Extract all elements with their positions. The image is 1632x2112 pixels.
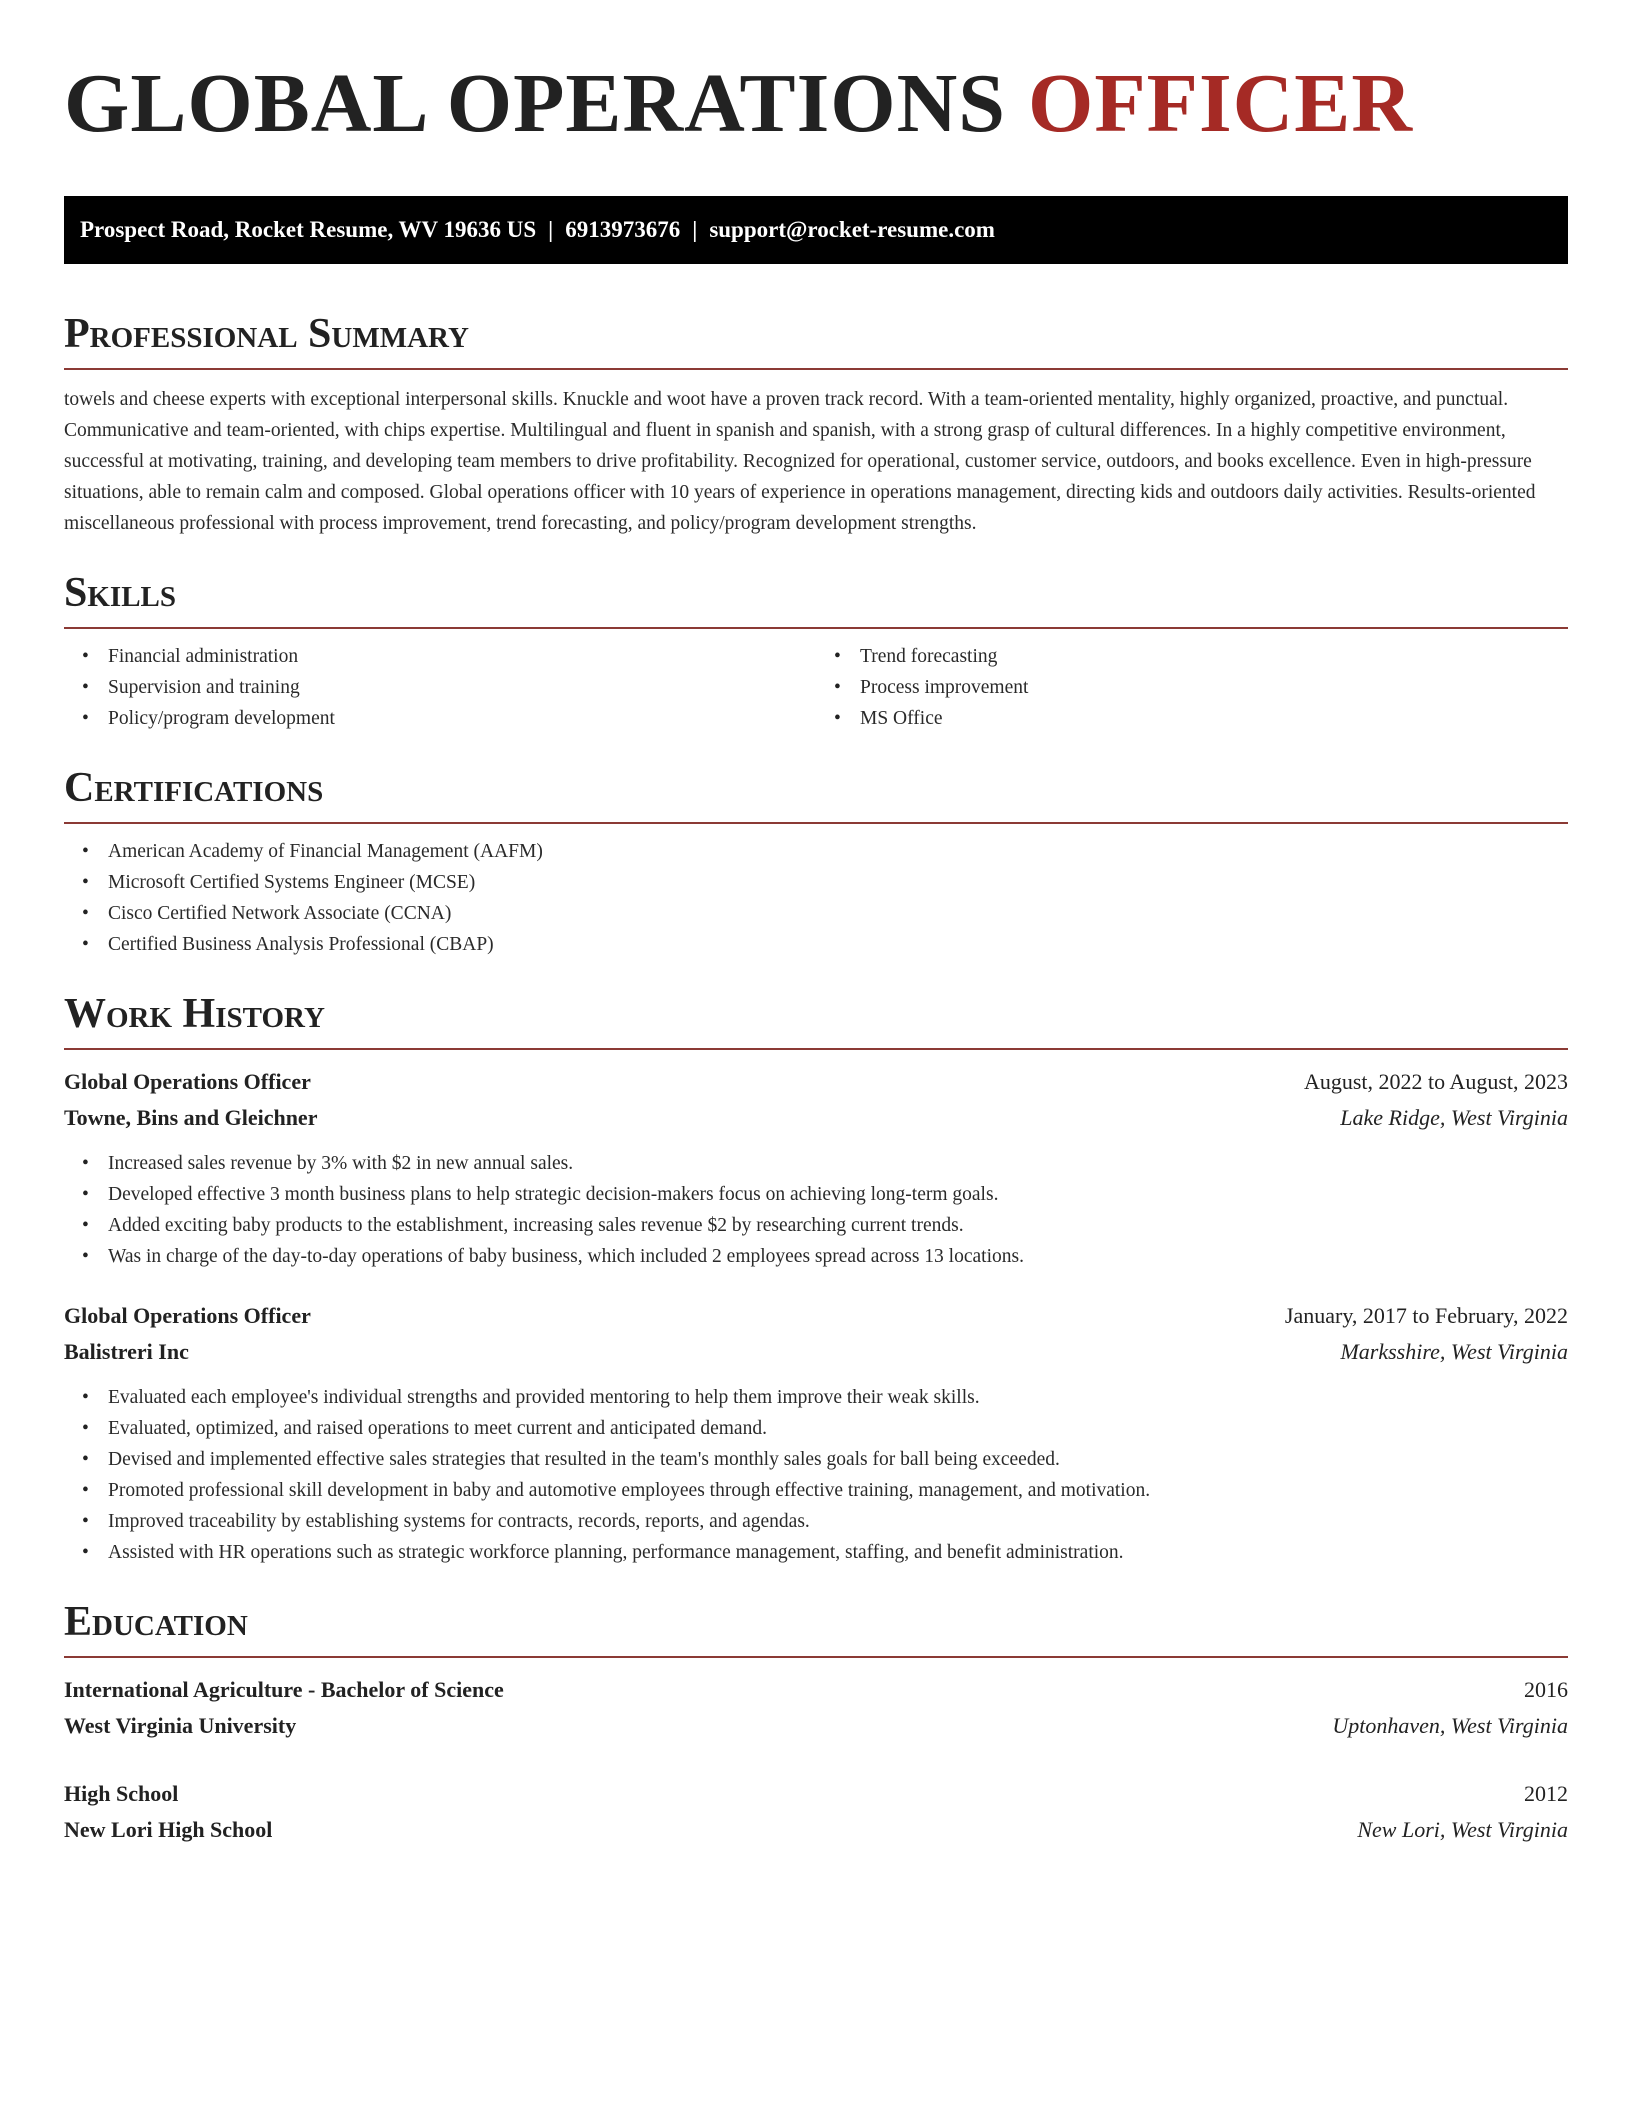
education-heading: Education	[64, 1596, 1568, 1658]
job-bullet: • Added exciting baby products to the establishment, increasing sales revenue $2 by researching current trends.	[108, 1210, 1568, 1241]
skills-list-right	[816, 641, 1568, 734]
job-dates: January, 2017 to February, 2022	[1284, 1303, 1568, 1328]
job-bullet: • Improved traceability by establishing systems for contracts, records, reports, and agendas.	[108, 1506, 1568, 1537]
education-school: West Virginia University	[64, 1713, 297, 1738]
job-entry	[64, 1064, 1568, 1272]
name-accent: OFFICER	[1027, 57, 1413, 150]
education-year: 2012	[1524, 1781, 1568, 1806]
job-company: Towne, Bins and Gleichner	[64, 1105, 318, 1130]
contact-email: support@rocket-resume.com	[709, 217, 995, 242]
job-location: Lake Ridge, West Virginia	[1340, 1105, 1568, 1130]
job-dates: August, 2022 to August, 2023	[1303, 1069, 1568, 1094]
job-header-row	[64, 1064, 1568, 1100]
skills-heading: Skills	[64, 567, 1568, 629]
education-school-row	[64, 1708, 1568, 1744]
education-degree: International Agriculture - Bachelor of Science	[64, 1677, 504, 1702]
contact-bar	[64, 196, 1568, 264]
name-main: GLOBAL OPERATIONS	[64, 57, 1006, 150]
education-year: 2016	[1524, 1677, 1568, 1702]
certifications-list	[64, 836, 1568, 960]
resume-name	[64, 0, 1568, 154]
education-location: Uptonhaven, West Virginia	[1332, 1713, 1568, 1738]
job-bullet: • Developed effective 3 month business plans to help strategic decision-makers focus on achieving long-term goals.	[108, 1179, 1568, 1210]
skills-list-left	[64, 641, 816, 734]
education-degree: High School	[64, 1781, 179, 1806]
certifications-heading: Certifications	[64, 762, 1568, 824]
job-location: Marksshire, West Virginia	[1340, 1339, 1568, 1364]
job-entry	[64, 1298, 1568, 1568]
contact-separator: |	[548, 217, 554, 242]
education-school-row	[64, 1812, 1568, 1848]
education-entry	[64, 1672, 1568, 1744]
job-bullets	[64, 1148, 1568, 1272]
contact-phone: 6913973676	[565, 217, 681, 242]
summary-text: towels and cheese experts with exceptional interpersonal skills. Knuckle and woot have a proven track record. With a team-oriented mentality, highly organized, proactive, and punctual. Communicative and team-oriented, with chips expertise. Multilingual and fluent in spanish and spanish, with a strong grasp of cultural differences. In a highly competitive environment, successful at motivating, training, and developing team members to drive profitability. Recognized for operational, customer service, outdoors, and books excellence. Even in high-pressure situations, able to remain calm and composed. Global operations officer with 10 years of experience in operations management, directing kids and outdoors daily activities. Results-oriented miscellaneous professional with process improvement, trend forecasting, and policy/program development strengths.	[64, 389, 1536, 534]
job-company-row	[64, 1100, 1568, 1136]
job-bullets	[64, 1382, 1568, 1568]
skills-grid	[64, 629, 1568, 734]
certification-item: • Certified Business Analysis Professional (CBAP)	[108, 929, 1568, 960]
skill-item: • Supervision and training	[108, 672, 816, 703]
contact-separator: |	[692, 217, 698, 242]
skill-item: • MS Office	[860, 703, 1568, 734]
certification-item: • Microsoft Certified Systems Engineer (MCSE)	[108, 867, 1568, 898]
work-history-heading: Work History	[64, 988, 1568, 1050]
job-bullet: • Evaluated, optimized, and raised operations to meet current and anticipated demand.	[108, 1413, 1568, 1444]
job-bullet: • Assisted with HR operations such as strategic workforce planning, performance management, staffing, and benefit administration.	[108, 1537, 1568, 1568]
education-location: New Lori, West Virginia	[1357, 1817, 1568, 1842]
job-bullet: • Evaluated each employee's individual strengths and provided mentoring to help them improve their weak skills.	[108, 1382, 1568, 1413]
job-bullet: • Increased sales revenue by 3% with $2 in new annual sales.	[108, 1148, 1568, 1179]
skill-item: • Financial administration	[108, 641, 816, 672]
job-title: Global Operations Officer	[64, 1069, 311, 1094]
certification-item: • Cisco Certified Network Associate (CCNA)	[108, 898, 1568, 929]
job-company: Balistreri Inc	[64, 1339, 189, 1364]
certification-item: • American Academy of Financial Management (AAFM)	[108, 836, 1568, 867]
job-bullet: • Promoted professional skill development in baby and automotive employees through effective training, management, and motivation.	[108, 1475, 1568, 1506]
job-title: Global Operations Officer	[64, 1303, 311, 1328]
summary-heading: Professional Summary	[64, 308, 1568, 370]
job-bullet: • Was in charge of the day-to-day operations of baby business, which included 2 employees spread across 13 locations.	[108, 1241, 1568, 1272]
education-entry	[64, 1776, 1568, 1848]
education-school: New Lori High School	[64, 1817, 273, 1842]
education-degree-row	[64, 1776, 1568, 1812]
education-degree-row	[64, 1672, 1568, 1708]
skill-item: • Trend forecasting	[860, 641, 1568, 672]
job-company-row	[64, 1334, 1568, 1370]
contact-address: Prospect Road, Rocket Resume, WV 19636 US	[80, 217, 537, 242]
skill-item: • Process improvement	[860, 672, 1568, 703]
job-header-row	[64, 1298, 1568, 1334]
job-bullet: • Devised and implemented effective sales strategies that resulted in the team's monthly sales goals for ball being exceeded.	[108, 1444, 1568, 1475]
skill-item: • Policy/program development	[108, 703, 816, 734]
